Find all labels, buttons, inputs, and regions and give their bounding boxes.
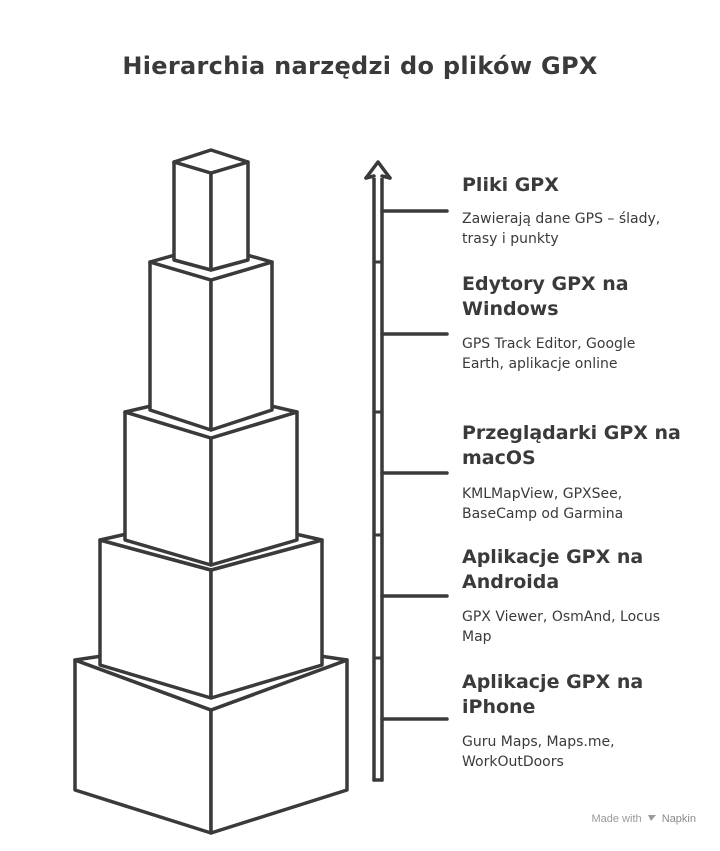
level-5-description: Guru Maps, Maps.me, WorkOutDoors [462, 734, 615, 770]
hierarchy-arrow [366, 162, 390, 780]
level-3-title: Przeglądarki GPX na macOS [462, 422, 681, 469]
level-4-description: GPX Viewer, OsmAnd, Locus Map [462, 609, 660, 645]
level-2-description: GPS Track Editor, Google Earth, aplikacje online [462, 336, 636, 372]
level-connectors [382, 211, 447, 719]
level-5-title: Aplikacje GPX na iPhone [462, 671, 644, 718]
level-3-description: KMLMapView, GPXSee, BaseCamp od Garmina [462, 486, 624, 522]
tower-box-1 [174, 150, 248, 270]
footer-made-with: Made with [591, 813, 642, 825]
level-1-title: Pliki GPX [462, 174, 559, 196]
level-4-title: Aplikacje GPX na Androida [462, 546, 644, 593]
napkin-logo-icon [647, 813, 657, 823]
footer-credit [591, 813, 696, 825]
footer-brand: Napkin [661, 813, 696, 825]
level-1-description: Zawierają dane GPS – ślady, trasy i punkty [462, 211, 661, 247]
tower-box-2 [150, 245, 272, 430]
page-title: Hierarchia narzędzi do plików GPX [122, 52, 598, 80]
level-2-title: Edytory GPX na Windows [462, 273, 629, 320]
